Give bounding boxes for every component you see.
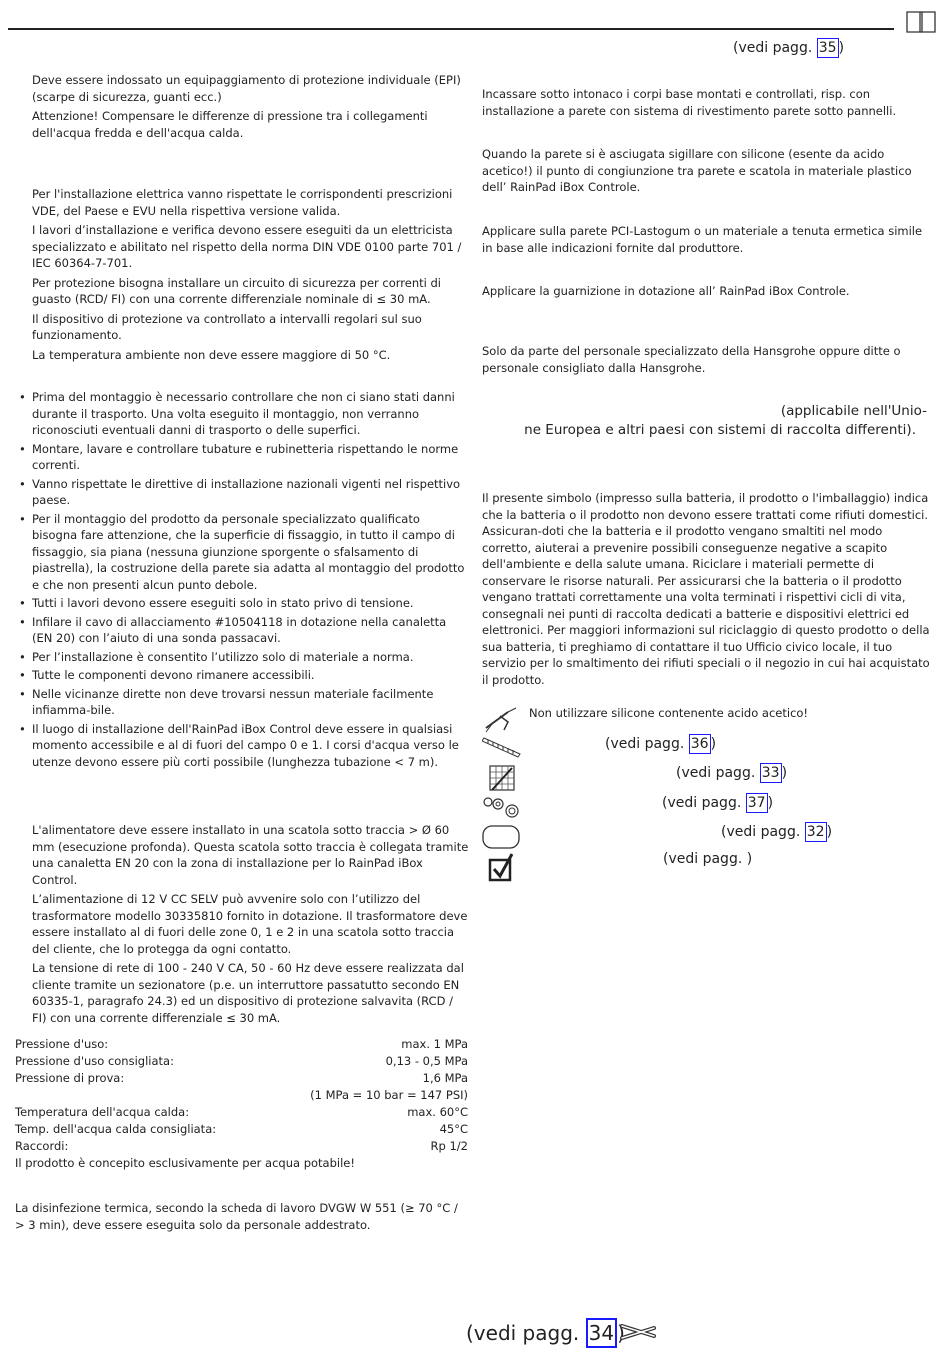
header-rule — [8, 28, 894, 30]
gasket-text: Applicare la guarnizione in dotazione all’ RainPad iBox Controle. — [482, 284, 850, 298]
page-link[interactable]: 32 — [806, 824, 825, 840]
power-para: L’alimentazione di 12 V CC SELV può avvenire solo con l’utilizzo del trasformatore modello 30335810 fornito in dotazione. Il trasformatore deve essere installato al di fuori delle zone 0, 1 e 2 in una scatola sotto traccia del cliente, che lo protegga da ogni contatto. — [32, 892, 468, 956]
silicone-note: Non utilizzare silicone contenente acido acetico! — [529, 706, 809, 720]
silicone-gun-icon — [482, 704, 522, 734]
service-text: Solo da parte del personale specializzato della Hansgrohe oppure ditte o personale consigliato dalla Hansgrohe. — [482, 344, 901, 375]
list-item: • Il luogo di installazione dell'RainPad iBox Control deve essere in qualsiasi momento accessibile e al di fuori del campo 0 e 1. I corsi d'acqua verso le utenze devono essere più corti possibile (lunghezza tubazione < 7 m). — [32, 721, 468, 771]
page-ref: (vedi pagg. 33 ) — [676, 765, 788, 781]
potable-note: Il prodotto è concepito esclusivamente per acqua potabile! — [15, 1156, 355, 1170]
page-link[interactable]: 35 — [818, 40, 837, 56]
electrical-para: Per protezione bisogna installare un circuito di sicurezza per correnti di guasto (RCD/ FI) con una corrente differenziale nominale di ≤ 30 mA. — [32, 275, 441, 306]
list-item: • Tutti i lavori devono essere eseguiti solo in stato privo di tensione. — [32, 595, 468, 612]
list-item: • Nelle vicinanze dirette non deve trovarsi nessun materiale facilmente infiamma-bile. — [32, 686, 468, 719]
spec-row: (1 MPa = 10 bar = 147 PSI) — [310, 1088, 468, 1102]
electrical-para: Per l'installazione elettrica vanno rispettate le corrispondenti prescrizioni VDE, del Paese e EVU nella rispettiva versione valida. — [32, 187, 453, 218]
disposal-text: Il presente simbolo (impresso sulla batteria, il prodotto o l'imballaggio) indica che la batteria o il prodotto non devono essere trattati come rifiuti domestici. Assicuran-doti che la batteria e il prodotto vengano smaltiti nel modo corretto, aiuterai a prevenire possibili conseguenze negative a scapito dell'ambiente e della salute umana. Riciclare i materiali permette di conservare le risorse naturali. Per assicurarsi che la batteria o il prodotto vengano trattati correttamente una volta terminati i rispettivi cicli di vita, consegnali nei punti di raccolta dedicati a batterie e dispositivi elettrici ed elettronici. Per maggiori informazioni sul riciclaggio di questo prodotto o della sua batteria, ti preghiamo di contattare il tuo Ufficio civico locale, il tuo servizio per lo smaltimento dei rifiuti speciali o il negozio in cui hai acquistato il prodotto. — [482, 491, 930, 687]
page-link[interactable]: 36 — [690, 736, 709, 752]
electrical-para: La temperatura ambiente non deve essere maggiore di 50 °C. — [32, 347, 391, 362]
spec-row: Raccordi: Rp 1/2 — [15, 1139, 468, 1153]
electrical-para: I lavori d’installazione e verifica devono essere eseguiti da un elettricista specializzato e abilitato nel rispetto della norma DIN VDE 0100 parte 701 / IEC 60364-7-701. — [32, 223, 462, 270]
list-item: • Per il montaggio del prodotto da personale specializzato qualificato bisogna fare attenzione, che la superficie di fissaggio, in tutto il campo di fissaggio, sia piana (nessuna giunzione sporgente o sfalsamento di piastrella), la costruzione della parete sia adatta al montaggio del prodotto e che non presenti alcun punto debole. — [32, 511, 468, 594]
page-ref: (vedi pagg. ) — [663, 851, 753, 867]
installation-bullets — [16, 389, 468, 772]
spec-row: Pressione di prova: 1,6 MPa — [15, 1071, 468, 1085]
technical-specs — [15, 1036, 468, 1175]
page-ref: (vedi pagg. 32 ) — [721, 824, 833, 840]
safety-section — [32, 72, 470, 144]
tile-grid-icon — [488, 764, 516, 792]
list-item: • Montare, lavare e controllare tubature e rubinetteria rispettando le norme correnti. — [32, 441, 468, 474]
sealing-text: Quando la parete si è asciugata sigillare con silicone (esente da acido acetico!) il punto di congiunzione tra parete e scatola in materiale plastico dell’ RainPad iBox Controle. — [482, 147, 912, 194]
disposal-applicability: (applicabile nell'Unio- ne Europea e altri paesi con sistemi di raccolta differenti). — [524, 403, 927, 438]
spec-row: Temperatura dell'acqua calda: max. 60°C — [15, 1105, 468, 1119]
pressure-note: Attenzione! Compensare le differenze di pressione tra i collegamenti dell'acqua fredda e dell'acqua calda. — [32, 109, 428, 140]
list-item: • Vanno rispettate le direttive di installazione nazionali vigenti nel rispettivo paese. — [32, 476, 468, 509]
power-section — [32, 822, 470, 1029]
wrench-icon — [618, 1318, 658, 1346]
spec-row: Temp. dell'acqua calda consigliata: 45°C — [15, 1122, 468, 1136]
page-link[interactable]: 37 — [747, 795, 766, 811]
electrical-section — [32, 186, 470, 366]
spec-row: Pressione d'uso consigliata: 0,13 - 0,5 MPa — [15, 1054, 468, 1068]
page-ref: (vedi pagg. 37 ) — [662, 795, 774, 811]
rounded-frame-icon — [482, 824, 522, 850]
ppe-note: Deve essere indossato un equipaggiamento di protezione individuale (EPI) (scarpe di sicurezza, guanti ecc.) — [32, 73, 461, 104]
ruler-icon — [482, 734, 522, 758]
page-link[interactable]: 34 — [586, 1318, 617, 1348]
waterproofing-text: Applicare sulla parete PCI-Lastogum o un materiale a tenuta ermetica simile in base alle indicazioni fornite dal produttore. — [482, 224, 923, 255]
fittings-icon — [482, 795, 522, 821]
header-page-ref: (vedi pagg. 35 ) — [733, 40, 845, 56]
page-link[interactable]: 33 — [761, 765, 780, 781]
power-para: La tensione di rete di 100 - 240 V CA, 50 - 60 Hz deve essere realizzata dal cliente tramite un sezionatore (p.e. un interruttore passatutto secondo EN 60335-1, paragrafo 24.3) ed un dispositivo di protezione salvavita (RCD / FI) con una corrente differenziale ≤ 30 mA. — [32, 961, 464, 1025]
spec-row: Pressione d'uso: max. 1 MPa — [15, 1037, 468, 1051]
mounting-text: Incassare sotto intonaco i corpi base montati e controllati, risp. con installazione a parete con sistema di rivestimento parete sotto pannelli. — [482, 87, 897, 118]
list-item: • Per l’installazione è consentito l’utilizzo solo di materiale a norma. — [32, 649, 468, 666]
list-item: • Prima del montaggio è necessario controllare che non ci siano stati danni durante il trasporto. Una volta eseguito il montaggio, non verranno riconosciuti eventuali danni di trasporto o delle superfici. — [32, 389, 468, 439]
checkbox-check-icon — [488, 852, 516, 882]
footer-page-ref: (vedi pagg. 34 ) — [466, 1318, 625, 1348]
book-icon — [905, 8, 937, 34]
list-item: • Tutte le componenti devono rimanere accessibili. — [32, 667, 468, 684]
electrical-para: Il dispositivo di protezione va controllato a intervalli regolari sul suo funzionamento. — [32, 311, 422, 342]
page-ref: (vedi pagg. 36 ) — [605, 736, 717, 752]
disinfection-note: La disinfezione termica, secondo la scheda di lavoro DVGW W 551 (≥ 70 °C / > 3 min), deve essere eseguita solo da personale addestrato. — [15, 1201, 458, 1232]
power-para: L'alimentatore deve essere installato in una scatola sotto traccia > Ø 60 mm (esecuzione profonda). Questa scatola sotto traccia è collegata tramite una canaletta EN 20 con la zona di installazione per lo RainPad iBox Control. — [32, 823, 469, 887]
list-item: • Infilare il cavo di allacciamento #10504118 in dotazione nella canaletta (EN 20) con l’aiuto di una sonda passacavi. — [32, 614, 468, 647]
